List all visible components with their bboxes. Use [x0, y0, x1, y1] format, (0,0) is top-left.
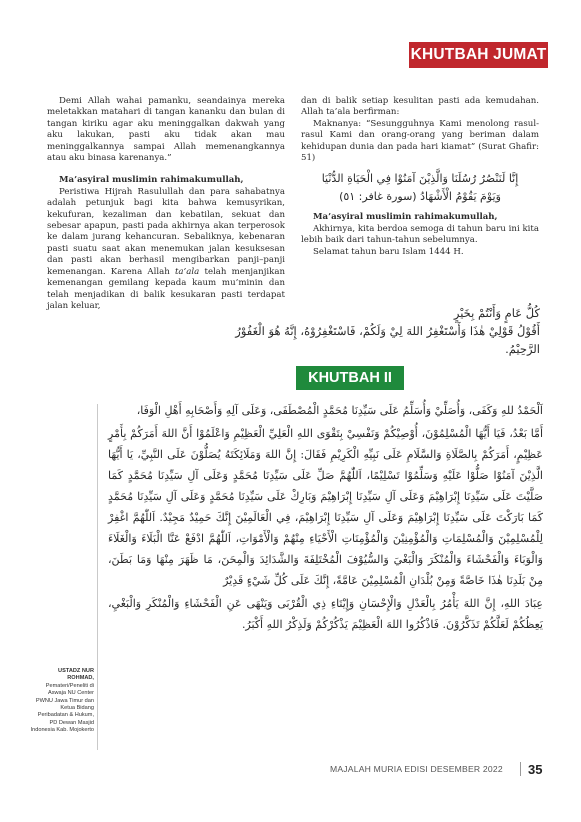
arabic-paragraph: اَلْحَمْدُ للهِ وَكَفَى، وَأُصَلِّيْ وَأُسَلِّمُ عَلَى سَيِّدِنَا مُحَمَّدٍ الْمُصْطَفَى، وَعَلَى آلِهِ وَأَصْحَابِهِ أَهْلِ الْوَفَا، [136, 404, 543, 417]
body-paragraph: Akhirnya, kita berdoa semoga di tahun baru ini kita lebih baik dari tahun-tahun sebelumnya. [301, 223, 539, 246]
footer-divider [520, 762, 521, 776]
greeting-heading: Ma’asyiral muslimin rahimakumullah, [59, 175, 244, 186]
author-affiliation: Pemateri/Peneliti di Aswaja NU Center PWNU Jawa Timur dan Ketua Bidang Peribadatan & Hukum, PD Dewan Masjid Indonesia Kab. Mojokerto [30, 682, 94, 734]
khutbah-ii-text [108, 400, 543, 637]
greeting-heading: Ma’asyiral muslimin rahimakumullah, [313, 212, 498, 223]
divider [97, 404, 98, 750]
quote-paragraph: Demi Allah wahai pamanku, seandainya mereka meletakkan matahari di tangan kananku dan bulan di tangan kiriku agar aku meninggalkan dakwah yang aku lakukan, pasti aku tidak akan mau meninggalkannya sampai Allah memenangkannya atau aku binasa karenanya.” [47, 96, 285, 164]
section-header-khutbah-ii: KHUTBAH II [296, 366, 404, 390]
arabic-paragraph: عِبَادَ اللهِ، إِنَّ اللهَ يَأْمُرُ بِالْعَدْلِ وَالْإِحْسَانِ وَإِيْتَاءِ ذِي الْقُرْبَى وَيَنْهَى عَنِ الْفَحْشَاءِ وَالْمُنْكَرِ وَالْبَغْيِ، يَعِظُكُمْ لَعَلَّكُمْ تَذَكَّرُوْنَ. فَاذْكُرُوا اللهَ الْعَظِيْمَ يَذْكُرْكُمْ وَلَذِكْرُ اللهِ أَكْبَرُ. [108, 597, 543, 631]
section-header-khutbah-jumat: KHUTBAH JUMAT [409, 42, 548, 68]
quran-verse: إِنَّا لَنَنْصُرُ رُسُلَنَا وَالَّذِيْنَ آمَنُوْا فِي الْحَيَاةِ الدُّنْيَا وَيَوْمَ يَقُوْمُ الْأَشْهَادُ (سورة غافر: ٥١) [321, 172, 519, 204]
body-paragraph: Selamat tahun baru Islam 1444 H. [313, 246, 464, 257]
closing-arabic: كُلُّ عَامٍ وَأَنْتُمْ بِخَيْرٍ أَقُوْلُ قَوْلِيْ هٰذَا وَأَسْتَغْفِرُ اللهَ لِيْ وَلَكُمْ، فَاسْتَغْفِرُوْهُ، إِنَّهُ هُوَ الْغَفُوْرُ الرَّحِيْمُ. [235, 306, 540, 356]
column-left [47, 96, 285, 312]
body-paragraph: dan di balik setiap kesulitan pasti ada kemudahan. Allah ta’ala berfirman: [301, 96, 539, 118]
magazine-title: MAJALAH MURIA EDISI DESEMBER 2022 [330, 764, 503, 774]
author-name: USTADZ NUR ROHMAD, [58, 668, 94, 682]
arabic-paragraph: أَمَّا بَعْدُ، فَيَا أَيُّهَا الْمُسْلِمُوْنَ، أُوْصِيْكُمْ وَنَفْسِيْ بِتَقْوَى اللهِ الْعَلِيِّ الْعَظِيْمِ وَاعْلَمُوْا أَنَّ اللهَ أَمَرَكُمْ بِأَمْرٍ عَظِيْمٍ، أَمَرَكُمْ بِالصَّلَاةِ وَالسَّلَامِ عَلَى نَبِيِّهِ الْكَرِيْمِ فَقَالَ: إِنَّ اللهَ وَمَلَائِكَتَهُ يُصَلُّوْنَ عَلَى النَّبِيِّ، يَا أَيُّهَا الَّذِيْنَ آمَنُوْا صَلُّوْا عَلَيْهِ وَسَلِّمُوْا تَسْلِيْمًا، اَللّٰهُمَّ صَلِّ عَلَى سَيِّدِنَا مُحَمَّدٍ وَعَلَى آلِ سَيِّدِنَا مُحَمَّدٍ كَمَا صَلَّيْتَ عَلَى سَيِّدِنَا إِبْرَاهِيْمَ وَعَلَى آلِ سَيِّدِنَا إِبْرَاهِيْمَ وَبَارِكْ عَلَى سَيِّدِنَا مُحَمَّدٍ وَعَلَى آلِ سَيِّدِنَا مُحَمَّدٍ كَمَا بَارَكْتَ عَلَى سَيِّدِنَا إِبْرَاهِيْمَ وَعَلَى آلِ سَيِّدِنَا إِبْرَاهِيْمَ، فِي الْعَالَمِيْنَ إِنَّكَ حَمِيْدٌ مَجِيْدٌ. اَللّٰهُمَّ اغْفِرْ لِلْمُسْلِمِيْنَ وَالْمُسْلِمَاتِ وَالْمُؤْمِنِيْنَ وَالْمُؤْمِنَاتِ الْأَحْيَاءِ مِنْهُمْ وَالْأَمْوَاتِ، اَللّٰهُمَّ ادْفَعْ عَنَّا الْبَلَاءَ وَالْغَلَاءَ وَالْوَبَاءَ وَالْفَحْشَاءَ وَالْمُنْكَرَ وَالْبَغْيَ وَالسُّيُوْفَ الْمُخْتَلِفَةَ وَالشَّدَائِدَ وَالْمِحَنَ، مَا ظَهَرَ مِنْهَا وَمَا بَطَنَ، مِنْ بَلَدِنَا هٰذَا خَاصَّةً وَمِنْ بُلْدَانِ الْمُسْلِمِيْنَ عَامَّةً، إِنَّكَ عَلَى كُلِّ شَيْءٍ قَدِيْرٌ [108, 427, 543, 587]
body-paragraph: Peristiwa Hijrah Rasulullah dan para sahabatnya adalah petunjuk bagi kita bahwa kemusyrikan, kekufuran, kezaliman dan kebatilan, sekuat dan sebesar apapun, pasti pada akhirnya akan terperosok ke dalam jurang kehancuran. Sebaliknya, kebenaran pasti suatu saat akan menemukan jalan kesuksesan dan pasti akan berhasil mengibarkan panji–panji kemenangan. Karena Allah ta’ala telah menjanjikan kemenangan gemilang kepada kaum mu’minin dan telah menjadikan di balik kesukaran pasti terdapat jalan keluar, [47, 186, 285, 311]
author-byline [30, 668, 94, 735]
translation-paragraph: Maknanya: “Sesungguhnya Kami menolong rasul-rasul Kami dan orang-orang yang beriman dalam kehidupan dunia dan pada hari kiamat” (Surat Ghafir: 51) [301, 118, 539, 164]
column-right [301, 96, 539, 258]
page-number: 35 [528, 762, 543, 777]
